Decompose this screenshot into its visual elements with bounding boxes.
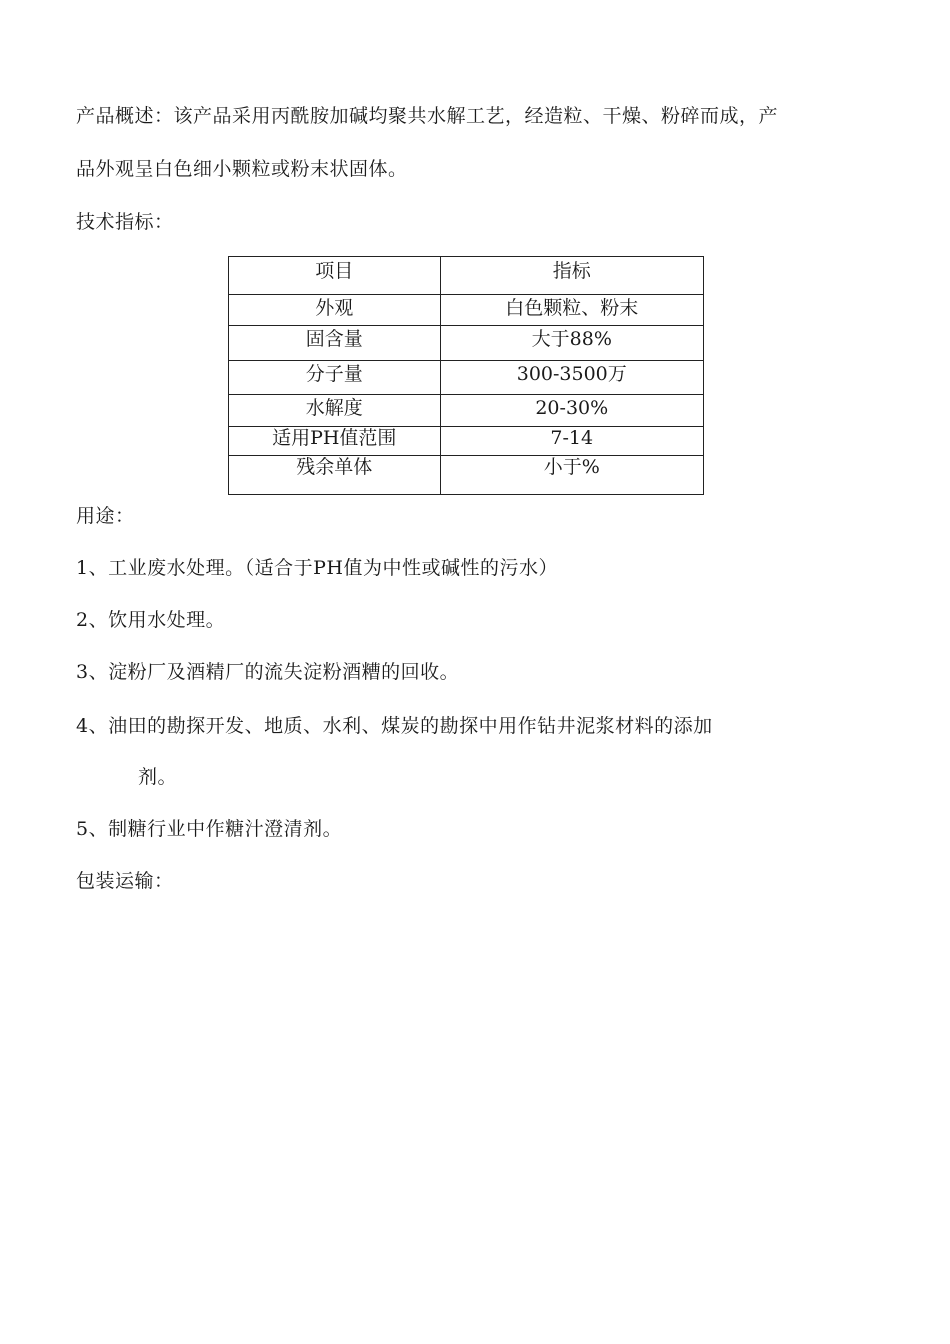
spec-item: 适用PH值范围 — [229, 427, 441, 456]
use-item-4: 4、油田的勘探开发、地质、水利、煤炭的勘探中用作钻井泥浆材料的添加 — [76, 715, 713, 737]
spec-value: 300-3500万 — [440, 361, 703, 395]
table-row — [229, 295, 704, 326]
use-item-4-continued: 剂。 — [138, 766, 178, 788]
spec-item: 外观 — [229, 295, 441, 326]
specs-heading: 技术指标： — [76, 211, 174, 233]
packaging-heading: 包装运输： — [76, 870, 174, 892]
table-row — [229, 456, 704, 495]
use-item-2: 2、饮用水处理。 — [76, 609, 226, 631]
table-row — [229, 326, 704, 361]
table-row — [229, 361, 704, 395]
spec-value: 20-30% — [440, 395, 703, 427]
spec-header-value: 指标 — [440, 257, 703, 295]
overview-line-2: 品外观呈白色细小颗粒或粉末状固体。 — [76, 158, 408, 180]
spec-value: 大于88% — [440, 326, 703, 361]
spec-item: 分子量 — [229, 361, 441, 395]
spec-value: 7-14 — [440, 427, 703, 456]
spec-table — [228, 256, 704, 495]
spec-header-item: 项目 — [229, 257, 441, 295]
uses-heading: 用途： — [76, 505, 135, 527]
spec-table-header-row — [229, 257, 704, 295]
table-row — [229, 427, 704, 456]
spec-item: 水解度 — [229, 395, 441, 427]
spec-item: 固含量 — [229, 326, 441, 361]
use-item-1: 1、工业废水处理。（适合于PH值为中性或碱性的污水） — [76, 557, 558, 579]
spec-item: 残余单体 — [229, 456, 441, 495]
spec-value: 小于% — [440, 456, 703, 495]
use-item-5: 5、制糖行业中作糖汁澄清剂。 — [76, 818, 343, 840]
use-item-3: 3、淀粉厂及酒精厂的流失淀粉酒糟的回收。 — [76, 661, 460, 683]
spec-value: 白色颗粒、粉末 — [440, 295, 703, 326]
table-row — [229, 395, 704, 427]
overview-line-1: 产品概述：该产品采用丙酰胺加碱均聚共水解工艺，经造粒、干燥、粉碎而成，产 — [76, 105, 779, 127]
